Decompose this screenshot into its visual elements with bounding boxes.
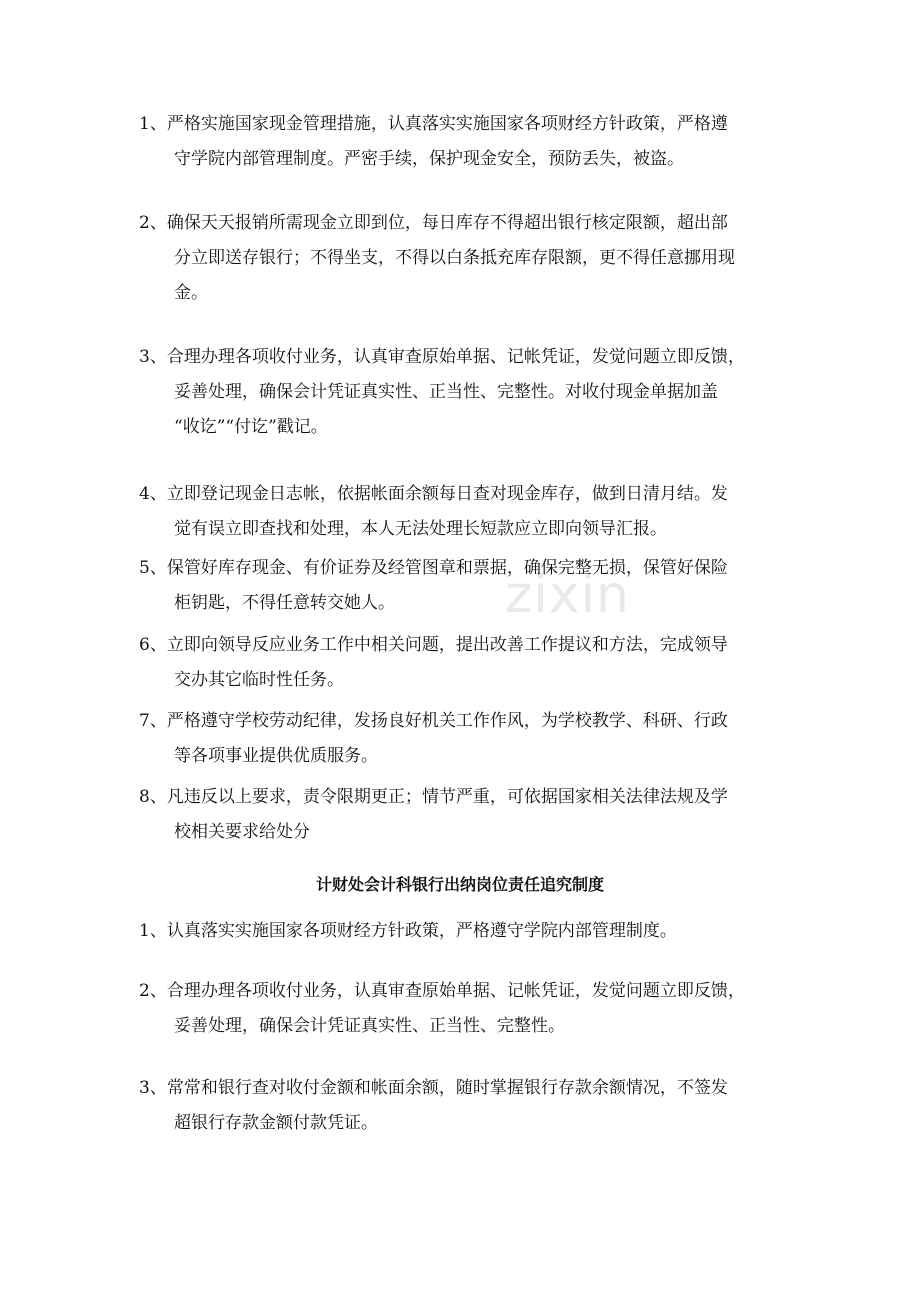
item-text-line: 守学院内部管理制度。严密手续，保护现金安全，预防丢失，被盗。 <box>174 149 684 169</box>
item-text-line: 保管好库存现金、有价证券及经管图章和票据，确保完整无损，保管好保险 <box>166 558 728 578</box>
item-number: 7、 <box>139 711 167 731</box>
item-text-line: 等各项事业提供优质服务。 <box>174 746 378 766</box>
item-number: 5、 <box>139 558 167 578</box>
item-number: 6、 <box>139 635 167 655</box>
item-number: 2、 <box>139 213 167 233</box>
item-text-line: 常常和银行查对收付金额和帐面余额，随时掌握银行存款余额情况，不签发 <box>166 1078 728 1098</box>
item-number: 2、 <box>139 981 167 1001</box>
list-item <box>139 551 789 621</box>
item-text-line: 分立即送存银行；不得坐支，不得以白条抵充库存限额，更不得任意挪用现 <box>174 248 735 268</box>
item-text-line: 严格实施国家现金管理措施，认真落实实施国家各项财经方针政策，严格遵 <box>166 114 728 134</box>
item-number: 4、 <box>139 484 167 504</box>
list-item <box>139 206 789 311</box>
item-text-line: 合理办理各项收付业务，认真审查原始单据、记帐凭证，发觉问题立即反馈， <box>166 347 745 367</box>
item-text-line: “收讫”“付讫”戳记。 <box>174 417 328 437</box>
list-item <box>139 780 789 850</box>
item-text-line: 妥善处理，确保会计凭证真实性、正当性、完整性。 <box>174 1016 565 1036</box>
item-text-line: 妥善处理，确保会计凭证真实性、正当性、完整性。对收付现金单据加盖 <box>174 382 718 402</box>
list-item <box>139 974 789 1044</box>
item-number: 1、 <box>139 921 167 941</box>
item-number: 3、 <box>139 347 167 367</box>
item-text-line: 超银行存款金额付款凭证。 <box>174 1113 378 1133</box>
list-item <box>139 1071 789 1141</box>
item-number: 3、 <box>139 1078 167 1098</box>
item-text-line: 合理办理各项收付业务，认真审查原始单据、记帐凭证，发觉问题立即反馈， <box>166 981 745 1001</box>
item-text-line: 立即向领导反应业务工作中相关问题，提出改善工作提议和方法，完成领导 <box>166 635 728 655</box>
item-text-line: 觉有误立即查找和处理，本人无法处理长短款应立即向领导汇报。 <box>174 519 667 539</box>
item-number: 8、 <box>139 787 167 807</box>
item-text-line: 金。 <box>174 283 208 303</box>
list-item <box>139 628 789 698</box>
list-item <box>139 704 789 774</box>
item-text-line: 校相关要求给处分 <box>174 822 310 842</box>
list-item <box>139 914 789 949</box>
item-number: 1、 <box>139 114 167 134</box>
list-item <box>139 340 789 445</box>
list-item <box>139 107 789 177</box>
item-text-line: 立即登记现金日志帐，依据帐面余额每日查对现金库存，做到日清月结。发 <box>166 484 728 504</box>
section-heading: 计财处会计科银行出纳岗位责任追究制度 <box>315 875 604 894</box>
list-item <box>139 477 789 547</box>
item-text-line: 认真落实实施国家各项财经方针政策，严格遵守学院内部管理制度。 <box>166 921 677 941</box>
item-text-line: 柜钥匙，不得任意转交她人。 <box>174 593 395 613</box>
item-text-line: 交办其它临时性任务。 <box>174 670 344 690</box>
watermark: zixin <box>505 565 630 625</box>
item-text-line: 凡违反以上要求，责令限期更正；情节严重，可依据国家相关法律法规及学 <box>166 787 728 807</box>
item-text-line: 确保天天报销所需现金立即到位，每日库存不得超出银行核定限额，超出部 <box>166 213 728 233</box>
item-text-line: 严格遵守学校劳动纪律，发扬良好机关工作作风，为学校教学、科研、行政 <box>166 711 728 731</box>
